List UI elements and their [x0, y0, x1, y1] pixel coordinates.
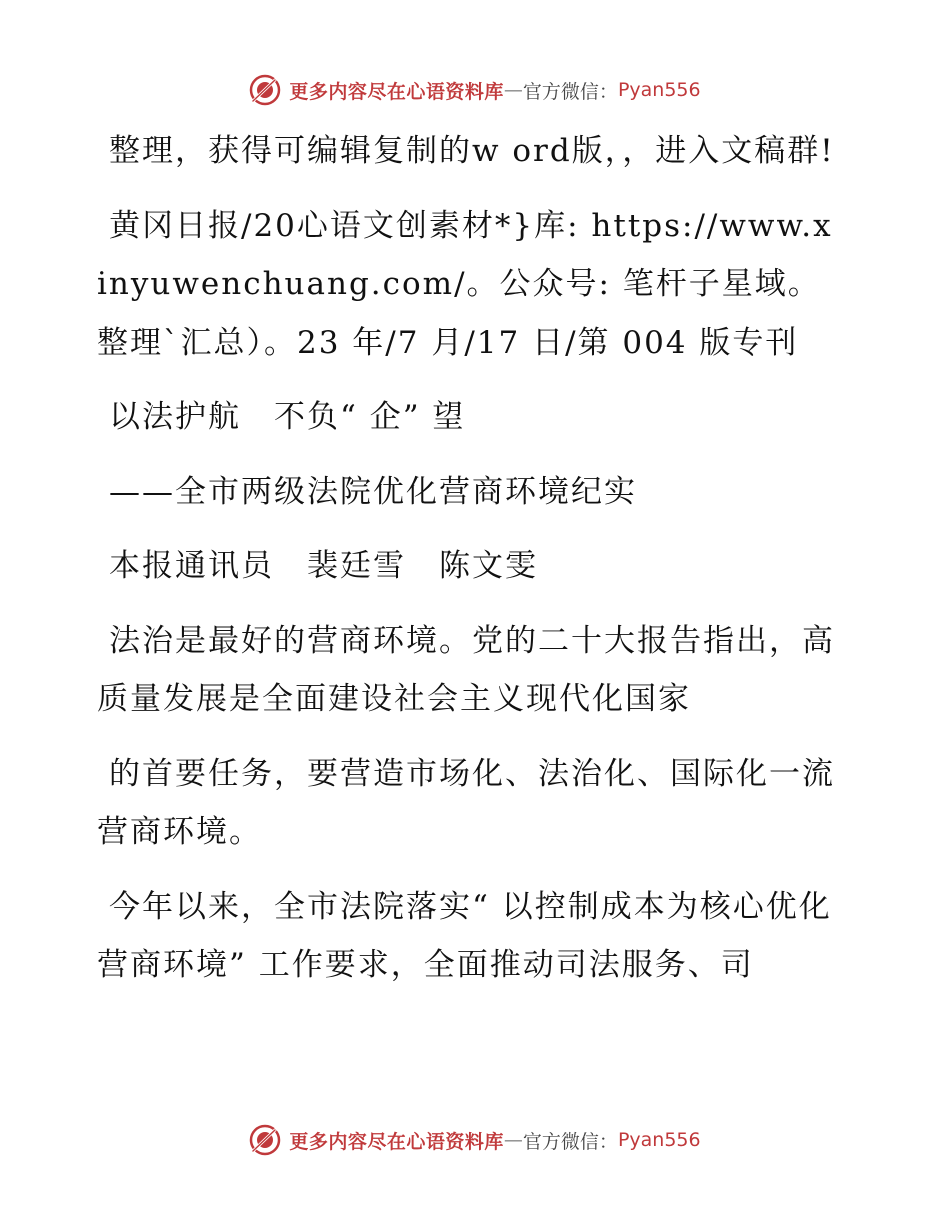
watermark-contact-label: 官方微信： [522, 1130, 618, 1153]
pen-logo-icon [249, 74, 281, 106]
watermark-contact-id: Pyan556 [617, 1129, 701, 1151]
paragraph-body-3: 今年以来，全市法院落实“ 以控制成本为核心优化营商环境” 工作要求，全面推动司法服务、司 [97, 888, 832, 983]
article-byline: 本报通讯员 裴廷雪 陈文雯 [109, 548, 538, 584]
watermark-site-text: 更多内容尽在心语资料库 [289, 80, 504, 103]
paragraph-body-1: 法治是最好的营商环境。党的二十大报告指出，高质量发展是全面建设社会主义现代化国家 [97, 622, 835, 717]
header-watermark [0, 70, 950, 110]
article-subtitle: ——全市两级法院优化营商环境纪实 [109, 473, 637, 510]
watermark-contact-id: Pyan556 [617, 79, 701, 101]
footer-watermark [0, 1120, 950, 1160]
paragraph-intro: 整理，获得可编辑复制的w ord版，，进入文稿群! [109, 133, 835, 169]
watermark-separator: — [503, 1129, 523, 1151]
paragraph-source: 黄冈日报/20心语文创素材*}库: https://www.xinyuwenchuang.com/。公众号: 笔杆子星域。整理`汇总）。23 年/7 月/17 日/第 004 版专刊 [97, 207, 833, 361]
paragraph-body-2: 的首要任务，要营造市场化、法治化、国际化一流营商环境。 [97, 755, 835, 850]
watermark-separator: — [503, 79, 523, 101]
watermark-contact-label: 官方微信： [522, 80, 618, 103]
article-title: 以法护航 不负“ 企” 望 [109, 399, 466, 435]
document-body [97, 122, 842, 1011]
watermark-site-text: 更多内容尽在心语资料库 [289, 1130, 504, 1153]
pen-logo-icon [249, 1124, 281, 1156]
